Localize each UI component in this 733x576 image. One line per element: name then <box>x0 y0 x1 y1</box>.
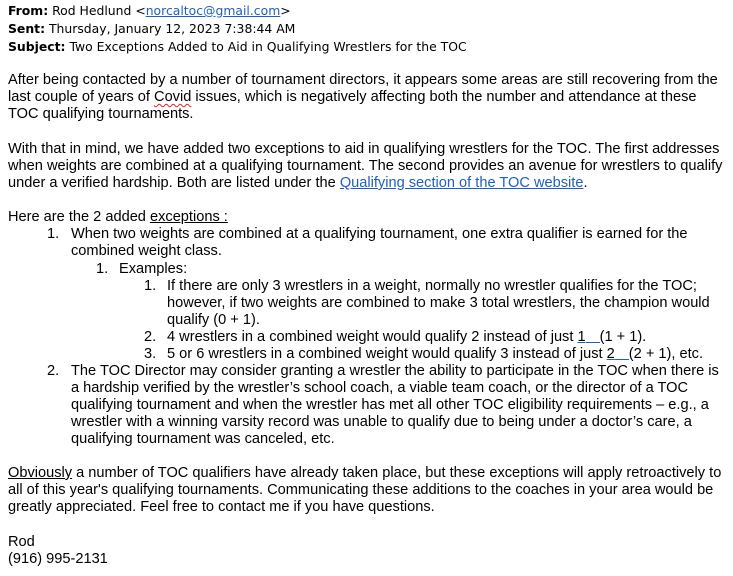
item2-line3: qualifying tournament and when the wrestler has met all other TOC eligibility requirements – e.g., a <box>71 397 709 413</box>
item2-line2: a hardship verified by the wrestler’s school coach, a viable team coach, or the director of a TOC <box>71 380 689 396</box>
list-number: 1. <box>47 226 60 242</box>
para3-line1: Obviously a number of TOC qualifiers have already taken place, but these exceptions will apply retroactively to <box>8 465 722 481</box>
item1-line2: combined weight class. <box>71 243 222 259</box>
signature-phone: (916) 995-2131 <box>8 551 108 567</box>
para2-line1: With that in mind, we have added two exceptions to aid in qualifying wrestlers for the TOC. The first addresses <box>8 141 720 157</box>
sent-label: Sent: <box>8 21 46 36</box>
from-label: From: <box>8 3 49 18</box>
list-number: 1. <box>96 261 109 277</box>
from-close: > <box>280 3 291 18</box>
toc-website-link[interactable]: Qualifying section of the TOC website <box>339 175 584 191</box>
item1-line1: When two weights are combined at a qualifying tournament, one extra qualifier is earned for the <box>71 226 688 242</box>
para1-line3: TOC qualifying tournaments. <box>8 106 194 122</box>
example3-line: 5 or 6 wrestlers in a combined weight would qualify 3 instead of just 2 (2 + 1), etc. <box>167 346 704 362</box>
signature-name: Rod <box>8 534 35 550</box>
sent-line <box>8 20 295 37</box>
list-number: 1. <box>144 278 157 294</box>
para1-line1: After being contacted by a number of tournament directors, it appears some areas are still recovering from the <box>8 72 718 88</box>
example1-line3: qualify (0 + 1). <box>167 312 260 328</box>
item2-line5: qualifying tournament was canceled, etc. <box>71 431 335 447</box>
item2-line1: The TOC Director may consider granting a wrestler the ability to participate in the TOC when there is <box>71 363 719 379</box>
para1-line2: last couple of years of Covid issues, which is negatively affecting both the number and attendance at these <box>8 89 697 105</box>
example1-line2: however, if two weights are combined to make 3 total wrestlers, the champion would <box>167 295 710 311</box>
sent-value: Thursday, January 12, 2023 7:38:44 AM <box>48 21 296 36</box>
para2-line3: under a verified hardship. Both are listed under the Qualifying section of the TOC website. <box>8 175 588 191</box>
exceptions-intro: Here are the 2 added exceptions : <box>8 209 228 225</box>
subject-label: Subject: <box>8 39 66 54</box>
para3-line3: greatly appreciated. Feel free to contact me if you have questions. <box>8 499 435 515</box>
para2-line2: when weights are combined at a qualifying tournament. The second provides an avenue for wrestlers to qualify <box>8 158 723 174</box>
subject-value: Two Exceptions Added to Aid in Qualifying Wrestlers for the TOC <box>69 39 467 54</box>
list-number: 2. <box>47 363 60 379</box>
from-line <box>8 2 291 19</box>
example2-line: 4 wrestlers in a combined weight would qualify 2 instead of just 1 (1 + 1). <box>167 329 647 345</box>
subject-line <box>8 38 467 55</box>
spellcheck-word: Covid <box>154 89 192 105</box>
from-email-link[interactable]: norcaltoc@gmail.com <box>145 3 281 18</box>
list-number: 3. <box>144 346 157 362</box>
para3-line2: all of this year's qualifying tournaments. Communicating these additions to the coaches in your area would be <box>8 482 714 498</box>
examples-label: Examples: <box>119 261 188 277</box>
example1-line1: If there are only 3 wrestlers in a weight, normally no wrestler qualifies for the TOC; <box>167 278 697 294</box>
item2-line4: wrestler with a winning varsity record was unable to qualify due to being under a doctor’s care, a <box>71 414 692 430</box>
list-number: 2. <box>144 329 157 345</box>
from-name: Rod Hedlund < <box>52 3 146 18</box>
